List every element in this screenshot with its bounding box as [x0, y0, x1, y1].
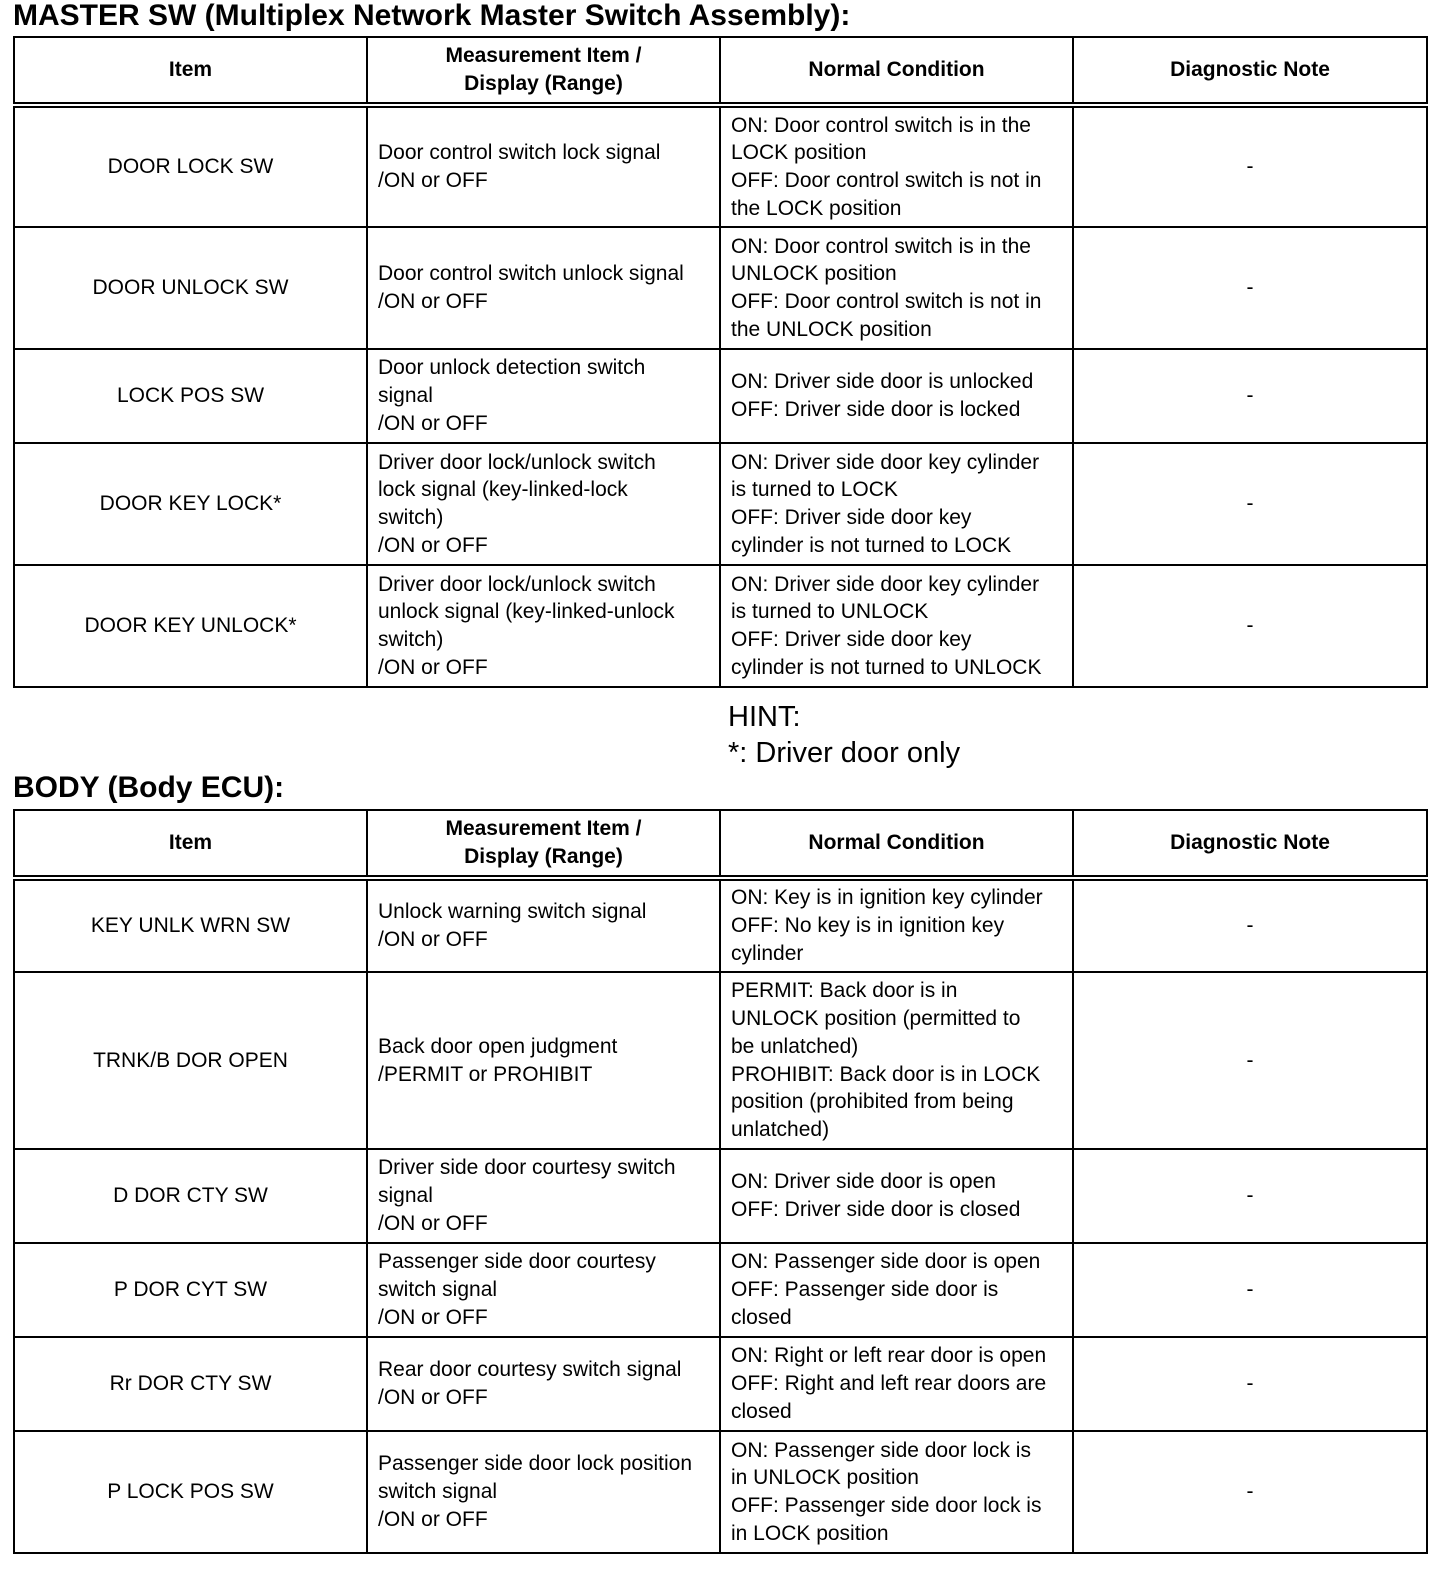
item-cell: P DOR CYT SW: [14, 1243, 367, 1337]
table-row: [14, 1337, 1427, 1431]
text-line: ON: Door control switch is in the: [731, 113, 1031, 137]
text-line: be unlatched): [731, 1034, 859, 1058]
text-line: ON: Driver side door is open: [731, 1170, 996, 1194]
text-line: Rear door courtesy switch signal: [378, 1358, 682, 1382]
note-cell: -: [1073, 972, 1427, 1149]
note-cell: -: [1073, 1149, 1427, 1243]
text-line: ON: Passenger side door lock is: [731, 1438, 1031, 1462]
condition-cell: [720, 1431, 1073, 1553]
item-cell: P LOCK POS SW: [14, 1431, 367, 1553]
text-line: cylinder: [731, 941, 804, 965]
table-row: [14, 443, 1427, 565]
note-cell: -: [1073, 105, 1427, 227]
note-cell: -: [1073, 227, 1427, 349]
text-line: OFF: Passenger side door lock is: [731, 1494, 1042, 1517]
header-measurement-line: Measurement Item /: [445, 44, 642, 68]
note-cell: -: [1073, 443, 1427, 565]
text-line: ON: Driver side door key cylinder: [731, 572, 1040, 596]
text-line: the LOCK position: [731, 196, 902, 220]
table-row: [14, 565, 1427, 687]
condition-cell: [720, 1337, 1073, 1431]
text-line: ON: Passenger side door is open: [731, 1250, 1041, 1274]
header-condition: Normal Condition: [720, 810, 1073, 878]
table-row: [14, 878, 1427, 972]
item-cell: Rr DOR CTY SW: [14, 1337, 367, 1431]
text-line: ON: Door control switch is in the: [731, 234, 1031, 258]
master-sw-section-title: MASTER SW (Multiplex Network Master Switch Assembly):: [13, 0, 851, 32]
text-line: position (prohibited from being: [731, 1090, 1014, 1114]
table-row: [14, 105, 1427, 227]
text-line: switch): [378, 628, 444, 651]
note-cell: -: [1073, 565, 1427, 687]
text-line: /ON or OFF: [378, 1305, 488, 1329]
note-cell: -: [1073, 349, 1427, 443]
table-row: [14, 349, 1427, 443]
text-line: in LOCK position: [731, 1521, 889, 1545]
measurement-cell: [367, 565, 720, 687]
text-line: OFF: Driver side door is locked: [731, 398, 1021, 421]
measurement-cell: [367, 1431, 720, 1553]
text-line: closed: [731, 1305, 792, 1329]
measurement-cell: [367, 878, 720, 972]
header-item: Item: [14, 810, 367, 878]
measurement-cell: [367, 1243, 720, 1337]
text-line: OFF: Door control switch is not in: [731, 169, 1042, 192]
text-line: Door unlock detection switch: [378, 356, 646, 380]
note-cell: -: [1073, 1431, 1427, 1553]
body-ecu-table: [13, 809, 1428, 1554]
text-line: OFF: Driver side door key: [731, 628, 972, 651]
text-line: /ON or OFF: [378, 169, 488, 192]
text-line: in UNLOCK position: [731, 1466, 919, 1490]
measurement-cell: [367, 227, 720, 349]
header-note: Diagnostic Note: [1073, 810, 1427, 878]
text-line: Door control switch lock signal: [378, 141, 661, 165]
text-line: /ON or OFF: [378, 1211, 488, 1235]
note-cell: -: [1073, 878, 1427, 972]
header-measurement: [367, 37, 720, 105]
table-row: [14, 1431, 1427, 1553]
body-header-row: [14, 810, 1427, 878]
header-item: Item: [14, 37, 367, 105]
text-line: /ON or OFF: [378, 290, 488, 313]
text-line: lock signal (key-linked-lock: [378, 478, 628, 502]
hint-note: [728, 699, 960, 771]
text-line: Driver door lock/unlock switch: [378, 572, 656, 596]
table-row: [14, 1243, 1427, 1337]
text-line: PROHIBIT: Back door is in LOCK: [731, 1062, 1041, 1086]
text-line: closed: [731, 1399, 792, 1423]
item-cell: DOOR KEY LOCK*: [14, 443, 367, 565]
text-line: ON: Driver side door key cylinder: [731, 450, 1040, 474]
measurement-cell: [367, 349, 720, 443]
text-line: OFF: No key is in ignition key: [731, 914, 1005, 938]
header-measurement-line: Display (Range): [464, 72, 623, 95]
text-line: Driver door lock/unlock switch: [378, 450, 656, 474]
text-line: /ON or OFF: [378, 411, 488, 435]
text-line: switch signal: [378, 1278, 498, 1302]
header-measurement-line: Measurement Item /: [445, 817, 642, 841]
text-line: PERMIT: Back door is in: [731, 979, 958, 1003]
text-line: cylinder is not turned to UNLOCK: [731, 655, 1042, 679]
text-line: ON: Driver side door is unlocked: [731, 370, 1034, 394]
text-line: OFF: Door control switch is not in: [731, 290, 1042, 313]
item-cell: TRNK/B DOR OPEN: [14, 972, 367, 1149]
text-line: the UNLOCK position: [731, 317, 932, 341]
body-ecu-section-title: BODY (Body ECU):: [13, 771, 285, 804]
header-condition: Normal Condition: [720, 37, 1073, 105]
header-note: Diagnostic Note: [1073, 37, 1427, 105]
condition-cell: [720, 1149, 1073, 1243]
text-line: Back door open judgment: [378, 1034, 618, 1058]
text-line: Door control switch unlock signal: [378, 262, 684, 286]
text-line: ON: Key is in ignition key cylinder: [731, 886, 1043, 910]
text-line: Passenger side door courtesy: [378, 1250, 656, 1274]
item-cell: DOOR LOCK SW: [14, 105, 367, 227]
header-measurement: [367, 810, 720, 878]
master-sw-table: [13, 36, 1428, 688]
text-line: /ON or OFF: [378, 928, 488, 951]
text-line: signal: [378, 384, 433, 408]
measurement-cell: [367, 1337, 720, 1431]
text-line: switch): [378, 506, 444, 529]
item-cell: DOOR KEY UNLOCK*: [14, 565, 367, 687]
text-line: is turned to LOCK: [731, 478, 898, 502]
text-line: unlock signal (key-linked-unlock: [378, 600, 675, 624]
item-cell: DOOR UNLOCK SW: [14, 227, 367, 349]
header-measurement-line: Display (Range): [464, 845, 623, 868]
item-cell: D DOR CTY SW: [14, 1149, 367, 1243]
text-line: signal: [378, 1184, 433, 1208]
text-line: switch signal: [378, 1480, 498, 1504]
text-line: is turned to UNLOCK: [731, 600, 929, 624]
condition-cell: [720, 1243, 1073, 1337]
condition-cell: [720, 565, 1073, 687]
text-line: OFF: Driver side door key: [731, 506, 972, 529]
text-line: Passenger side door lock position: [378, 1452, 693, 1476]
measurement-cell: [367, 443, 720, 565]
text-line: /ON or OFF: [378, 1507, 488, 1531]
text-line: /ON or OFF: [378, 1386, 488, 1409]
condition-cell: [720, 105, 1073, 227]
master-header-row: [14, 37, 1427, 105]
hint-label: HINT:: [728, 701, 801, 733]
table-row: [14, 227, 1427, 349]
measurement-cell: [367, 105, 720, 227]
condition-cell: [720, 227, 1073, 349]
text-line: UNLOCK position: [731, 262, 897, 286]
text-line: OFF: Right and left rear doors are: [731, 1372, 1047, 1396]
text-line: /ON or OFF: [378, 655, 488, 679]
note-cell: -: [1073, 1337, 1427, 1431]
measurement-cell: [367, 1149, 720, 1243]
text-line: OFF: Driver side door is closed: [731, 1198, 1021, 1221]
note-cell: -: [1073, 1243, 1427, 1337]
text-line: Unlock warning switch signal: [378, 900, 647, 924]
condition-cell: [720, 349, 1073, 443]
text-line: Driver side door courtesy switch: [378, 1156, 676, 1180]
condition-cell: [720, 878, 1073, 972]
text-line: OFF: Passenger side door is: [731, 1278, 999, 1302]
condition-cell: [720, 443, 1073, 565]
text-line: LOCK position: [731, 141, 867, 165]
measurement-cell: [367, 972, 720, 1149]
item-cell: KEY UNLK WRN SW: [14, 878, 367, 972]
text-line: cylinder is not turned to LOCK: [731, 533, 1012, 557]
table-row: [14, 1149, 1427, 1243]
text-line: unlatched): [731, 1117, 830, 1141]
text-line: /PERMIT or PROHIBIT: [378, 1062, 593, 1086]
text-line: ON: Right or left rear door is open: [731, 1344, 1047, 1368]
item-cell: LOCK POS SW: [14, 349, 367, 443]
condition-cell: [720, 972, 1073, 1149]
hint-text: *: Driver door only: [728, 737, 961, 769]
text-line: UNLOCK position (permitted to: [731, 1007, 1021, 1031]
text-line: /ON or OFF: [378, 533, 488, 557]
table-row: [14, 972, 1427, 1149]
